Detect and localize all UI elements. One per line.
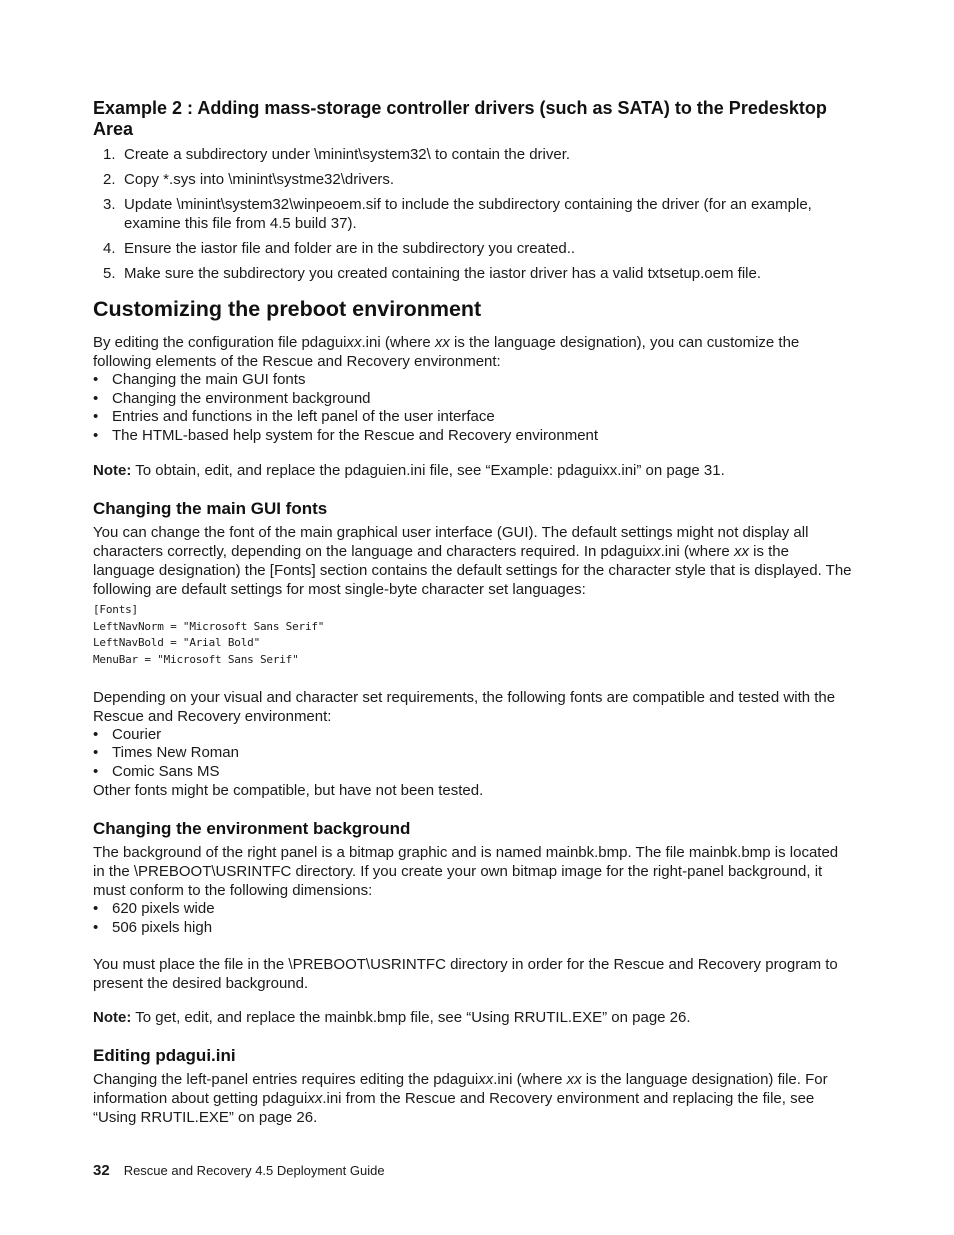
list-item: 4. Ensure the iastor file and folder are in the subdirectory you created.. [103, 240, 576, 257]
list-item: • 506 pixels high [93, 918, 213, 936]
list-item: • 620 pixels wide [93, 900, 215, 918]
document-page [93, 98, 853, 1127]
list-item: • Changing the environment background [93, 389, 371, 407]
fonts-other-paragraph: Other fonts might be compatible, but have not been tested. [93, 782, 484, 800]
list-item: • Comic Sans MS [93, 762, 220, 780]
fonts-paragraph: You can change the font of the main graphical user interface (GUI). The default settings might not display all characters correctly, depending on the language and characters required. In pdaguixx.ini (where xx is the language designation) the [Fonts] section contains the default settings for the character style that is displayed. The following are default settings for most single-byte character set languages: [93, 524, 852, 598]
list-item: 5. Make sure the subdirectory you created containing the iastor driver has a valid txtsetup.oem file. [103, 265, 761, 282]
example-steps-list [93, 145, 853, 283]
list-item: 2. Copy *.sys into \minint\systme32\drivers. [103, 171, 395, 188]
page-footer [93, 1162, 385, 1179]
note-paragraph: Note: To obtain, edit, and replace the pdaguien.ini file, see “Example: pdaguixx.ini” on page 31. [93, 462, 725, 479]
subsection-heading: Changing the main GUI fonts [93, 499, 328, 518]
background-place-paragraph: You must place the file in the \PREBOOT\USRINTFC directory in order for the Rescue and Recovery program to present the desired background. [93, 956, 838, 993]
list-item: • Courier [93, 725, 162, 743]
page-number: 32 [93, 1162, 110, 1179]
code-block: [Fonts] LeftNavNorm = "Microsoft Sans Serif" LeftNavBold = "Arial Bold" MenuBar = "Microsoft Sans Serif" [93, 603, 325, 667]
fonts-bullet-list [93, 726, 853, 782]
list-item: • Times New Roman [93, 744, 239, 762]
fonts-compat-paragraph: Depending on your visual and character set requirements, the following fonts are compatible and tested with the Rescue and Recovery environment: [93, 688, 836, 725]
intro-paragraph: By editing the configuration file pdaguixx.ini (where xx is the language designation), you can customize the following elements of the Rescue and Recovery environment: [93, 334, 800, 370]
list-item: • Changing the main GUI fonts [93, 371, 306, 388]
background-bullet-list [93, 900, 853, 937]
list-item: • Entries and functions in the left panel of the user interface [93, 408, 495, 425]
list-item: • The HTML-based help system for the Rescue and Recovery environment [93, 426, 599, 444]
customizing-bullet-list [93, 371, 853, 445]
document-title: Rescue and Recovery 4.5 Deployment Guide [123, 1163, 385, 1178]
subsection-heading: Changing the environment background [93, 819, 411, 839]
subsection-heading: Editing pdagui.ini [93, 1046, 236, 1066]
list-item: 3. Update \minint\system32\winpeoem.sif to include the subdirectory containing the driver (for an example, examine this file from 4.5 build 37). [103, 196, 812, 232]
section-heading: Customizing the preboot environment [93, 297, 482, 321]
example-heading: Example 2 : Adding mass-storage controller drivers (such as SATA) to the Predesktop Area [93, 98, 827, 139]
background-paragraph: The background of the right panel is a bitmap graphic and is named mainbk.bmp. The file mainbk.bmp is located in the \PREBOOT\USRINTFC directory. If you create your own bitmap image for the right-panel background, it must conform to the following dimensions: [93, 844, 839, 900]
note-paragraph: Note: To get, edit, and replace the mainbk.bmp file, see “Using RRUTIL.EXE” on page 26. [93, 1009, 691, 1027]
editing-paragraph: Changing the left-panel entries requires editing the pdaguixx.ini (where xx is the language designation) file. For information about getting pdaguixx.ini from the Rescue and Recovery environment and replacing the file, see “Using RRUTIL.EXE” on page 26. [93, 1071, 828, 1127]
list-item: 1. Create a subdirectory under \minint\system32\ to contain the driver. [103, 146, 571, 163]
